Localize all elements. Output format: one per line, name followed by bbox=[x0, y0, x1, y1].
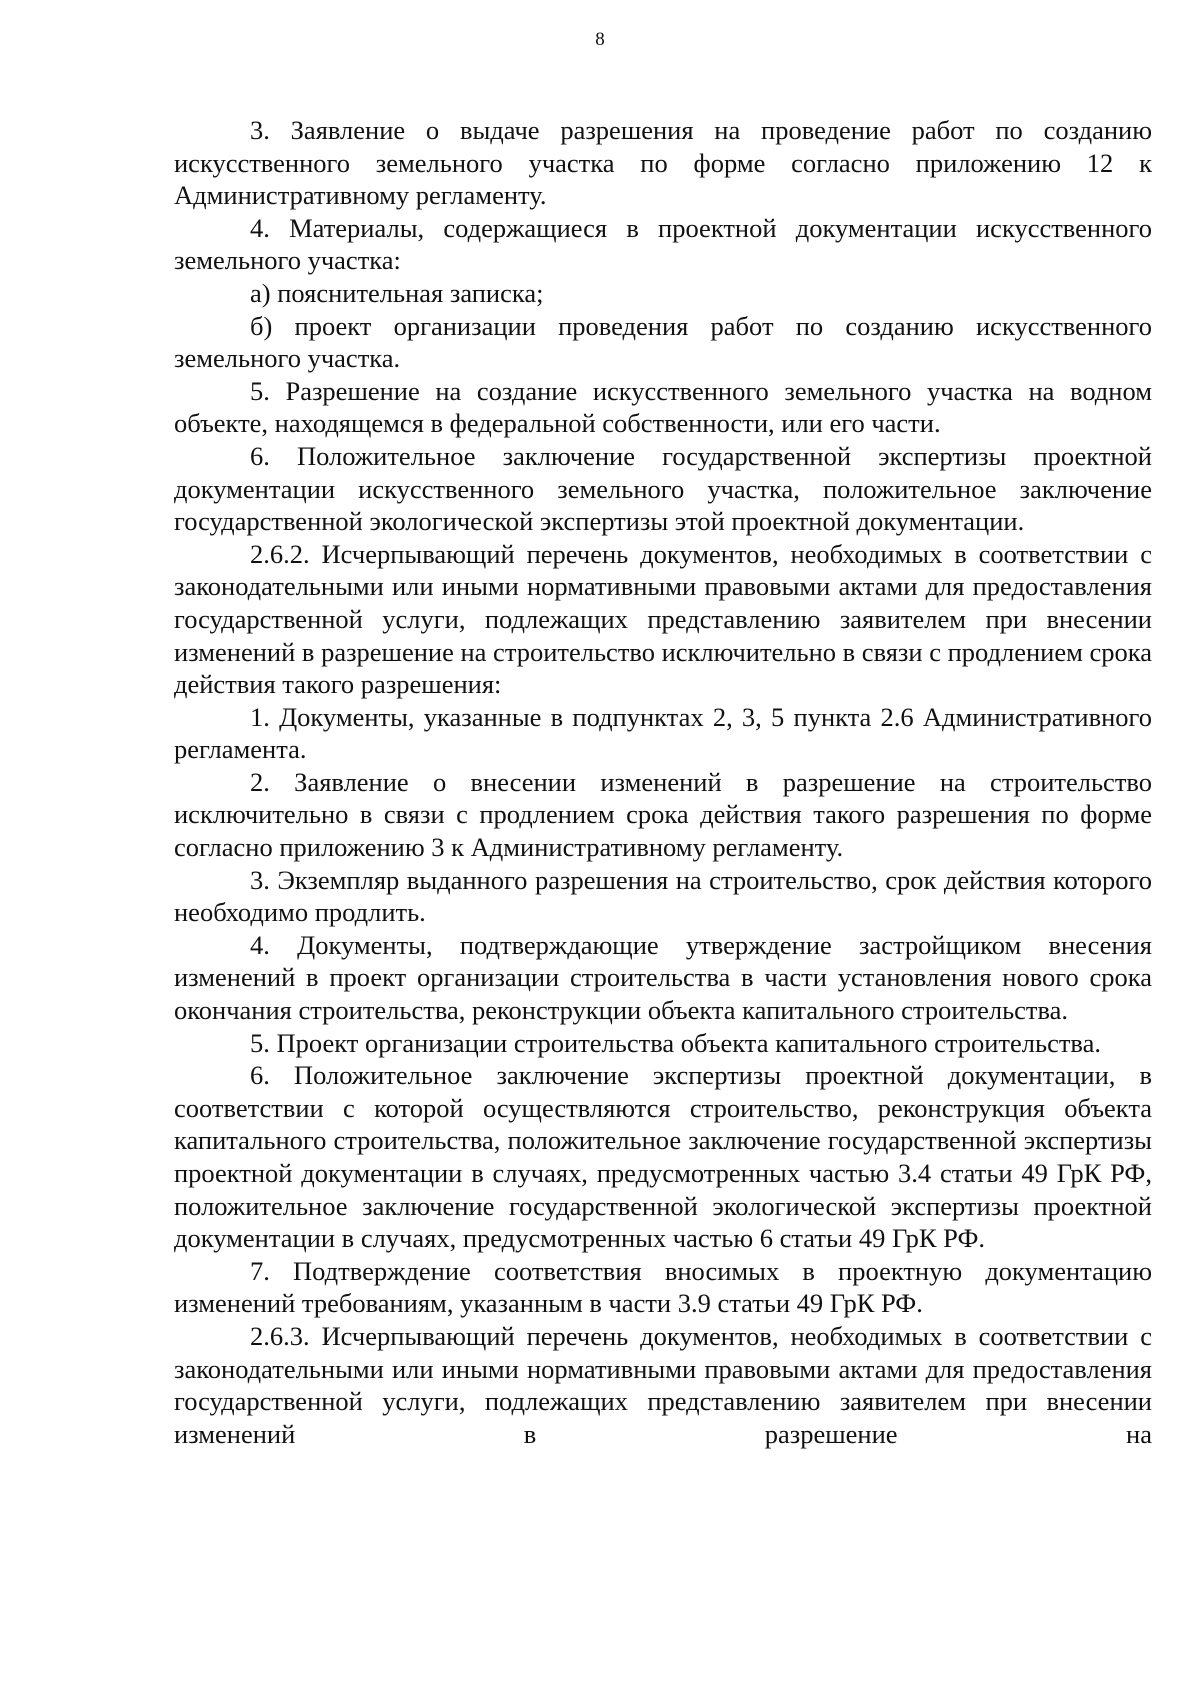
paragraph: 3. Экземпляр выданного разрешения на строительство, срок действия которого необходимо продлить. bbox=[174, 864, 1152, 928]
page-number: 8 bbox=[595, 29, 605, 50]
document-body bbox=[174, 114, 1152, 1450]
paragraph: 3. Заявление о выдаче разрешения на проведение работ по созданию искусственного земельного участка по форме согласно приложению 12 к Административному регламенту. bbox=[174, 115, 1152, 211]
paragraph: 7. Подтверждение соответствия вносимых в проектную документацию изменений требованиям, указанным в части 3.9 статьи 49 ГрК РФ. bbox=[174, 1255, 1152, 1319]
paragraph: 5. Проект организации строительства объекта капитального строительства. bbox=[250, 1027, 1101, 1058]
paragraph: а) пояснительная записка; bbox=[250, 277, 544, 308]
paragraph: б) проект организации проведения работ по созданию искусственного земельного участка. bbox=[174, 310, 1152, 374]
paragraph: 2.6.3. Исчерпывающий перечень документов, необходимых в соответствии с законодательными или иными нормативными правовыми актами для предоставления государственной услуги, подлежащих представлению заявителем при внесении изменений в разрешение на bbox=[174, 1320, 1152, 1449]
paragraph: 4. Документы, подтверждающие утверждение застройщиком внесения изменений в проект организации строительства в части установления нового срока окончания строительства, реконструкции объекта капитального строительства. bbox=[174, 929, 1152, 1026]
paragraph: 2.6.2. Исчерпывающий перечень документов, необходимых в соответствии с законодательными или иными нормативными правовыми актами для предоставления государственной услуги, подлежащих представлению заявителем при внесении изменений в разрешение на строительство исключительно в связи с продлением срока действия такого разрешения: bbox=[174, 538, 1152, 700]
paragraph: 4. Материалы, содержащиеся в проектной документации искусственного земельного участка: bbox=[174, 212, 1152, 276]
paragraph: 2. Заявление о внесении изменений в разрешение на строительство исключительно в связи с продлением срока действия такого разрешения по форме согласно приложению 3 к Административному регламенту. bbox=[174, 766, 1152, 863]
paragraph: 1. Документы, указанные в подпунктах 2, 3, 5 пункта 2.6 Административного регламента. bbox=[174, 701, 1152, 765]
paragraph: 6. Положительное заключение государственной экспертизы проектной документации искусственного земельного участка, положительное заключение государственной экологической экспертизы этой проектной документации. bbox=[174, 440, 1152, 537]
paragraph: 5. Разрешение на создание искусственного земельного участка на водном объекте, находящемся в федеральной собственности, или его части. bbox=[174, 375, 1152, 439]
paragraph: 6. Положительное заключение экспертизы проектной документации, в соответствии с которой осуществляются строительство, реконструкция объекта капитального строительства, положительное заключение государственной экспертизы проектной документации в случаях, предусмотренных частью 3.4 статьи 49 ГрК РФ, положительное заключение государственной экологической экспертизы проектной документации в случаях, предусмотренных частью 6 статьи 49 ГрК РФ. bbox=[174, 1060, 1152, 1254]
